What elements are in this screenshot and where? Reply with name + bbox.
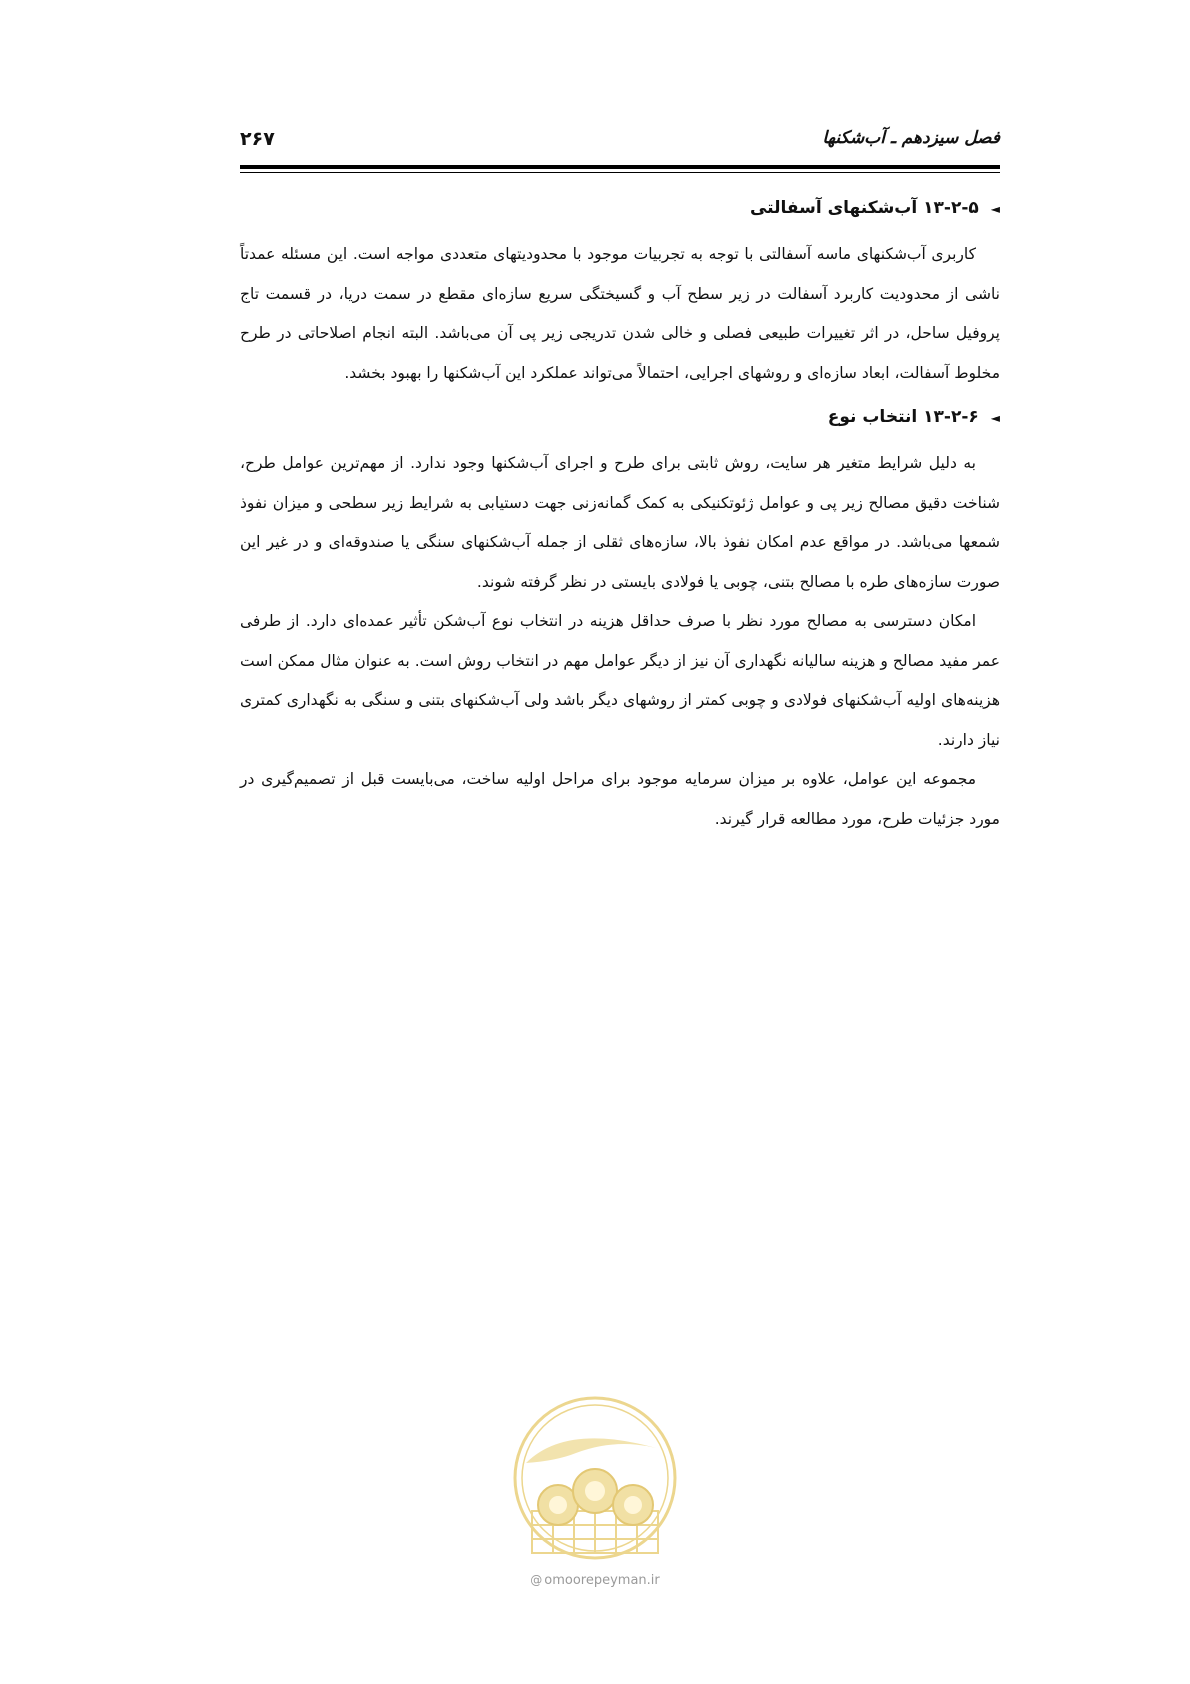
- watermark-logo: [496, 1393, 694, 1563]
- chapter-title: فصل سیزدهم ـ آب‌شکنها: [822, 128, 1000, 148]
- page-header: [240, 128, 1000, 154]
- page-content: [240, 186, 1000, 839]
- section-marker-icon: ◄: [990, 202, 1000, 216]
- section-marker-icon: ◄: [990, 411, 1000, 425]
- paragraph: مجموعه این عوامل، علاوه بر میزان سرمایه موجود برای مراحل اولیه ساخت، می‌بایست قبل از تصمیم‌گیری در مورد جزئیات طرح، مورد مطالعه قرار گیرند.: [240, 770, 1000, 828]
- paragraph: به دلیل شرایط متغیر هر سایت، روش ثابتی برای طرح و اجرای آب‌شکنها وجود ندارد. از مهم‌ترین عوامل طرح، شناخت دقیق مصالح زیر پی و عوامل ژئوتکنیکی به کمک گمانه‌زنی جهت دستیابی به شرایط زیر سطحی و میزان نفوذ شمعها می‌باشد. در مواقع عدم امکان نفوذ بالا، سازه‌های ثقلی از جمله آب‌شکنهای سنگی یا صندوقه‌ای و در غیر این صورت سازه‌های طره با مصالح بتنی، چوبی یا فولادی بایستی در نظر گرفته شوند.: [240, 454, 1000, 591]
- header-rule-thick: [240, 165, 1000, 169]
- section-type-selection: [240, 401, 1000, 839]
- header-rule-thin: [240, 172, 1000, 173]
- watermark-logo-icon: [496, 1393, 694, 1563]
- paragraph: امکان دسترسی به مصالح مورد نظر با صرف حداقل هزینه در انتخاب نوع آب‌شکن تأثیر عمده‌ای دارد. از طرفی عمر مفید مصالح و هزینه سالیانه نگهداری آن نیز از دیگر عوامل مهم در انتخاب روش است. به عنوان مثال ممکن است هزینه‌های اولیه آب‌شکنهای فولادی و چوبی کمتر از روشهای دیگر باشد ولی آب‌شکنهای بتنی و سنگی به نگهداری کمتری نیاز دارند.: [240, 612, 1000, 749]
- at-icon: @: [530, 1573, 543, 1587]
- page-number: ۲۶۷: [240, 128, 275, 150]
- paragraph: کاربری آب‌شکنهای ماسه آسفالتی با توجه به تجربیات موجود با محدودیتهای متعددی مواجه است. این مسئله عمدتاً ناشی از محدودیت کاربرد آسفالت در زیر سطح آب و گسیختگی سریع سازه‌ای مقطع در سمت دریا، در قسمت تاج پروفیل ساحل، در اثر تغییرات طبیعی فصلی و خالی شدن تدریجی زیر پی آن می‌باشد. البته انجام اصلاحاتی در طرح مخلوط آسفالت، ابعاد سازه‌ای و روشهای اجرایی، احتمالاً می‌تواند عملکرد این آب‌شکنها را بهبود بخشد.: [240, 245, 1000, 382]
- watermark-website: @ omoorepeyman.ir: [530, 1573, 660, 1588]
- section-heading: ◄۱۳-۲-۶ انتخاب نوع: [827, 407, 1000, 427]
- section-heading: ◄۱۳-۲-۵ آب‌شکنهای آسفالتی: [749, 198, 1000, 218]
- section-asphalt-groins: [240, 192, 1000, 393]
